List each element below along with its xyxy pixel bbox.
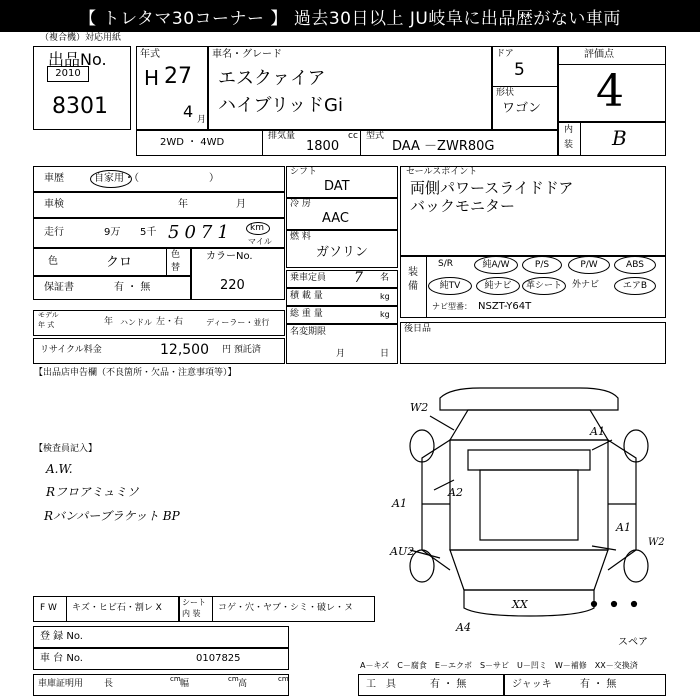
color-change-label-1: 色 bbox=[171, 250, 181, 260]
equipment-label-2: 備 bbox=[408, 281, 418, 292]
fuel-value: ガソリン bbox=[316, 245, 369, 260]
damage-mark-a2-roof: A2 bbox=[448, 486, 463, 499]
cert-length-label: 長 bbox=[104, 679, 114, 689]
year-month: 4 bbox=[183, 102, 194, 121]
equip-power-windows: P/W bbox=[568, 256, 610, 274]
doors-label: ドア bbox=[496, 49, 514, 59]
capacity-label: 乗車定員 bbox=[290, 273, 327, 283]
wheel-rear-right bbox=[624, 550, 648, 582]
equip-airbag: エアB bbox=[614, 277, 656, 295]
model-code-label: 型式 bbox=[366, 131, 385, 141]
wheel-front-left bbox=[410, 430, 434, 462]
color-label: 色 bbox=[48, 256, 58, 267]
deadline-label: 名変期限 bbox=[290, 327, 327, 337]
dot-3 bbox=[632, 602, 637, 607]
equip-alloy-wheels: 純A/W bbox=[474, 256, 518, 274]
damage-mark-a4-bumper: A4 bbox=[456, 621, 471, 634]
damage-mark-a1-front-right: A1 bbox=[590, 425, 605, 438]
interior-value: B bbox=[612, 126, 627, 150]
inspection-month: 月 bbox=[236, 199, 246, 210]
model-year-unit: 年 bbox=[104, 317, 114, 327]
mileage-sen: 5千 bbox=[140, 227, 157, 238]
inspection-row bbox=[33, 192, 285, 218]
history-value: 自家用・（ ） bbox=[94, 173, 219, 184]
displacement-unit: cc bbox=[348, 131, 358, 141]
deadline-month: 月 bbox=[336, 349, 346, 359]
rear-bumper-outline bbox=[464, 590, 594, 616]
front-bumper-outline bbox=[440, 388, 618, 410]
chassis-label: 車 台 No. bbox=[40, 653, 83, 664]
damage-mark-w2-front: W2 bbox=[410, 401, 429, 414]
color-change-label-2: 替 bbox=[171, 263, 181, 273]
seat-label-2: 内 装 bbox=[182, 609, 201, 618]
car-damage-diagram bbox=[380, 380, 680, 650]
sheet-subheader: （複合機）対応用紙 bbox=[40, 33, 122, 43]
warranty-value: 有 ・ 無 bbox=[114, 282, 151, 293]
jack-value: 有 ・ 無 bbox=[580, 679, 617, 690]
equipment-label-1: 装 bbox=[408, 267, 418, 278]
score-label: 評価点 bbox=[584, 49, 614, 60]
fw-label: F W bbox=[40, 603, 57, 613]
selling-point-1: 両側パワースライドドア bbox=[410, 179, 574, 197]
doors-value: 5 bbox=[514, 60, 525, 80]
spare-tire-label: スペア bbox=[618, 637, 648, 648]
displacement-value: 1800 bbox=[306, 139, 340, 154]
equip-abs: ABS bbox=[614, 256, 656, 274]
shift-value: DAT bbox=[324, 179, 350, 194]
drive-type: 2WD ・ 4WD bbox=[160, 137, 225, 148]
after-fit-box bbox=[400, 322, 666, 364]
mileage-unit-mile: マイル bbox=[248, 237, 272, 246]
mileage-handwritten: 5071 bbox=[168, 222, 234, 243]
interior-divider bbox=[580, 122, 581, 156]
score-divider bbox=[558, 64, 666, 65]
doors-divider bbox=[492, 86, 558, 87]
recycle-value: 12,500 bbox=[160, 342, 209, 358]
roof-panel-outline bbox=[480, 470, 578, 540]
year-value: 27 bbox=[164, 64, 192, 89]
equip-sr: S/R bbox=[438, 259, 453, 269]
equip-navigation: 純ナビ bbox=[476, 277, 520, 295]
handle-label: ハンドル bbox=[120, 318, 152, 327]
auction-banner: 【 トレタマ30コーナー 】 過去30日以上 JU岐阜に出品歴がない車両 bbox=[0, 0, 700, 32]
registration-label: 登 録 No. bbox=[40, 631, 83, 642]
dot-1 bbox=[592, 602, 597, 607]
model-year-label-1: モデル bbox=[38, 311, 59, 319]
inspection-label: 車検 bbox=[44, 199, 64, 210]
rear-hatch-outline bbox=[450, 550, 608, 590]
navi-model-value: NSZT-Y64T bbox=[478, 301, 532, 312]
lot-number: 8301 bbox=[52, 94, 108, 119]
cert-length-unit: cm bbox=[170, 675, 181, 683]
mileage-man: 9万 bbox=[104, 227, 121, 238]
deadline-day: 日 bbox=[380, 349, 390, 359]
year-era: H bbox=[144, 66, 160, 90]
load-unit: kg bbox=[380, 292, 390, 301]
color-value: クロ bbox=[106, 255, 133, 270]
model-year-label-2: 年 式 bbox=[38, 321, 55, 329]
spec-divider-1 bbox=[262, 130, 263, 156]
inspection-year: 年 bbox=[178, 199, 188, 210]
cert-label: 車庫証明用 bbox=[38, 679, 84, 689]
capacity-value: 7 bbox=[354, 270, 363, 286]
name-label: 車名・グレード bbox=[212, 49, 282, 60]
displacement-label: 排気量 bbox=[268, 131, 296, 141]
after-fit-label: 後日品 bbox=[404, 324, 432, 334]
color-code-value: 220 bbox=[220, 278, 245, 293]
tools-label: 工 具 bbox=[366, 679, 396, 690]
history-label: 車歴 bbox=[44, 173, 64, 184]
lot-label: 出品No. bbox=[48, 50, 107, 69]
cert-height-label: 高 bbox=[238, 679, 248, 689]
lot-stamp: 2010 bbox=[47, 66, 89, 82]
damage-mark-au2-rear-left: AU2 bbox=[390, 545, 415, 558]
gross-unit: kg bbox=[380, 310, 390, 319]
fw-value: キズ・ヒビ石・割レ X bbox=[72, 603, 162, 613]
jack-label: ジャッキ bbox=[512, 679, 552, 690]
dot-2 bbox=[612, 602, 617, 607]
leader-line-4 bbox=[592, 440, 612, 450]
damage-mark-w2-right: W2 bbox=[648, 537, 665, 548]
equip-aftermarket-navi: 外ナビ bbox=[572, 280, 600, 290]
damage-mark-a1-left: A1 bbox=[392, 497, 407, 510]
year-month-unit: 月 bbox=[197, 115, 207, 125]
model-code-value: DAA －ZWR80G bbox=[392, 139, 495, 154]
recycle-label: リサイクル料金 bbox=[40, 345, 102, 355]
color-code-label: カラーNo. bbox=[206, 251, 253, 262]
color-divider bbox=[166, 248, 167, 276]
shift-label: シフト bbox=[290, 167, 318, 177]
gross-label: 総 重 量 bbox=[290, 309, 323, 319]
inspector-note-2: Rフロアミュミソ bbox=[46, 485, 139, 499]
inspector-note-1: A.W. bbox=[46, 462, 73, 476]
mileage-unit-km: km bbox=[250, 223, 264, 233]
equipment-divider bbox=[426, 256, 427, 318]
damage-legend: A－キズ C－腐食 E－エクボ S－サビ U－凹ミ W－補修 XX－交換済 bbox=[360, 661, 638, 670]
dealer-label: ディーラー・並行 bbox=[206, 318, 270, 327]
damage-mark-a1-right: A1 bbox=[616, 521, 631, 534]
equip-power-steering: P/S bbox=[522, 256, 562, 274]
hood-outline bbox=[450, 410, 608, 440]
interior-label-2: 装 bbox=[564, 140, 574, 150]
history-circle bbox=[90, 170, 132, 188]
cert-width-label: 幅 bbox=[180, 679, 190, 689]
equip-tv: 純TV bbox=[428, 277, 472, 295]
inspector-label: 【検査員記入】 bbox=[34, 444, 98, 454]
selling-point-2: バックモニター bbox=[410, 197, 516, 215]
load-label: 積 載 量 bbox=[290, 291, 323, 301]
roof-outline bbox=[450, 440, 608, 550]
year-label: 年式 bbox=[140, 49, 160, 60]
body-type-label: 形状 bbox=[496, 88, 515, 98]
seat-divider bbox=[212, 596, 213, 622]
cert-width-unit: cm bbox=[228, 675, 239, 683]
seller-notes-label: 【出品店申告欄（不良箇所・欠品・注意事項等）】 bbox=[34, 368, 237, 378]
inspector-note-3: Rバンパーブラケット BP bbox=[44, 509, 180, 523]
seat-value: コゲ・穴・ヤブ・シミ・破レ・ヌ bbox=[218, 603, 354, 613]
fw-divider bbox=[66, 596, 67, 622]
capacity-unit: 名 bbox=[380, 273, 390, 283]
equip-leather-seats: 革シート bbox=[522, 277, 566, 295]
wheel-front-right bbox=[624, 430, 648, 462]
interior-label-1: 内 bbox=[564, 125, 574, 135]
car-model: エスクァイア bbox=[218, 68, 326, 89]
aircon-label: 冷 房 bbox=[290, 199, 311, 209]
seat-label-1: シート bbox=[182, 598, 206, 607]
leader-line-1 bbox=[430, 416, 454, 430]
navi-model-label: ナビ型番： bbox=[432, 302, 472, 311]
spec-divider-2 bbox=[360, 130, 361, 156]
mileage-label: 走行 bbox=[44, 227, 64, 238]
tools-value: 有 ・ 無 bbox=[430, 679, 467, 690]
score-value: 4 bbox=[596, 66, 624, 117]
cert-height-unit: cm bbox=[278, 675, 289, 683]
handle-value: 左・右 bbox=[156, 317, 184, 327]
selling-points-label: セールスポイント bbox=[406, 167, 478, 177]
car-grade: ハイブリッドGi bbox=[218, 95, 343, 116]
damage-mark-xx-rear: XX bbox=[512, 598, 528, 611]
windshield-outline bbox=[468, 450, 590, 470]
aircon-value: AAC bbox=[322, 211, 349, 226]
body-type-value: ワゴン bbox=[502, 101, 542, 116]
recycle-unit: 円 預託済 bbox=[222, 345, 261, 355]
fuel-label: 燃 料 bbox=[290, 232, 311, 242]
chassis-number: 0107825 bbox=[196, 653, 241, 664]
warranty-label: 保証書 bbox=[44, 282, 74, 293]
